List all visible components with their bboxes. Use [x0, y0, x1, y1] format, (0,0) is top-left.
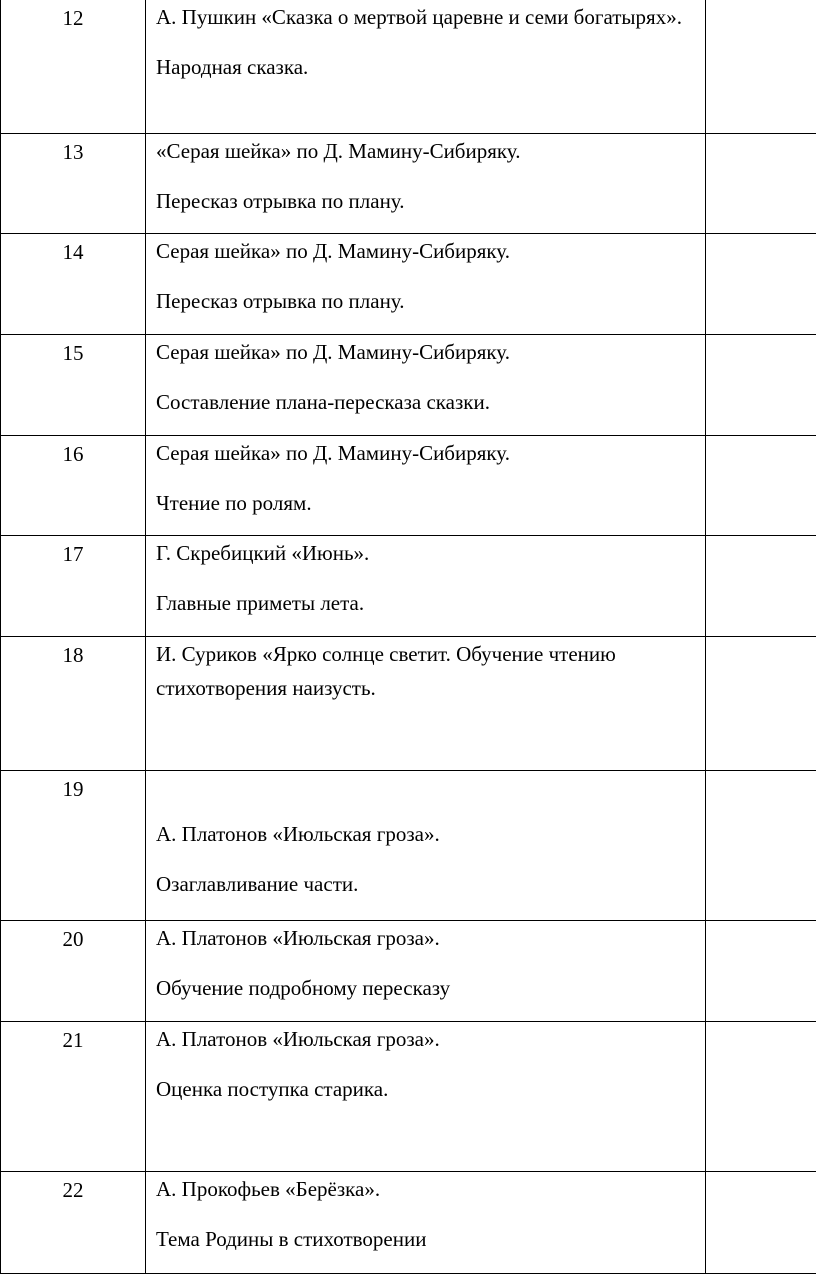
lesson-title: А. Пушкин «Сказка о мертвой царевне и семи богатырях». — [156, 5, 682, 29]
lesson-topic-cell — [146, 436, 706, 536]
table-row — [1, 1022, 816, 1172]
lesson-note: Оценка поступка старика. — [156, 1077, 389, 1101]
lesson-topic-cell — [146, 1022, 706, 1172]
lesson-note: Пересказ отрывка по плану. — [156, 189, 405, 213]
lesson-note: Чтение по ролям. — [156, 491, 312, 515]
lesson-note: Пересказ отрывка по плану. — [156, 289, 405, 313]
table-row — [1, 335, 816, 436]
lesson-topic-cell — [146, 0, 706, 134]
empty-cell — [706, 134, 816, 234]
table-row — [1, 637, 816, 771]
lesson-title: Серая шейка» по Д. Мамину-Сибиряку. — [156, 340, 510, 364]
lesson-number: 22 — [62, 1178, 84, 1202]
lesson-number: 15 — [62, 341, 84, 365]
lesson-note: Главные приметы лета. — [156, 591, 365, 615]
lesson-number-cell — [1, 921, 146, 1022]
lesson-number-cell — [1, 234, 146, 335]
lesson-note: Народная сказка. — [156, 55, 309, 79]
lesson-note: Обучение подробному пересказу — [156, 976, 451, 1000]
empty-cell — [706, 1022, 816, 1172]
empty-cell — [706, 771, 816, 921]
blank-line — [156, 771, 695, 805]
table-row — [1, 921, 816, 1022]
lesson-number-cell — [1, 536, 146, 637]
lesson-title: И. Суриков «Ярко солнце светит. Обучение чтению стихотворения наизусть. — [156, 642, 616, 700]
lesson-number: 21 — [62, 1028, 84, 1052]
lesson-number: 18 — [62, 643, 84, 667]
table-row — [1, 1172, 816, 1274]
lesson-number: 16 — [62, 442, 84, 466]
lesson-title: А. Платонов «Июльская гроза». — [156, 822, 440, 846]
lesson-number-cell — [1, 134, 146, 234]
lesson-number-cell — [1, 637, 146, 771]
empty-cell — [706, 234, 816, 335]
lesson-note: Составление плана-пересказа сказки. — [156, 390, 490, 414]
lesson-title: «Серая шейка» по Д. Мамину-Сибиряку. — [156, 139, 521, 163]
lesson-number-cell — [1, 1022, 146, 1172]
lesson-title: А. Платонов «Июльская гроза». — [156, 926, 440, 950]
lesson-number: 20 — [62, 927, 84, 951]
lesson-title: А. Прокофьев «Берёзка». — [156, 1177, 381, 1201]
lesson-topic-cell — [146, 771, 706, 921]
lesson-number-cell — [1, 335, 146, 436]
lesson-topic-cell — [146, 637, 706, 771]
table-row — [1, 536, 816, 637]
lesson-number-cell — [1, 436, 146, 536]
lesson-topic-cell — [146, 536, 706, 637]
lesson-topic-cell — [146, 1172, 706, 1274]
table-row — [1, 134, 816, 234]
empty-cell — [706, 335, 816, 436]
lesson-number: 14 — [62, 240, 84, 264]
lesson-topic-cell — [146, 921, 706, 1022]
lesson-number-cell — [1, 771, 146, 921]
empty-cell — [706, 0, 816, 134]
lesson-number: 13 — [62, 140, 84, 164]
lesson-note: Озаглавливание части. — [156, 872, 359, 896]
empty-cell — [706, 1172, 816, 1274]
empty-cell — [706, 536, 816, 637]
lesson-number: 12 — [62, 6, 84, 30]
lesson-number: 17 — [62, 542, 84, 566]
lesson-title: Г. Скребицкий «Июнь». — [156, 541, 370, 565]
empty-cell — [706, 637, 816, 771]
table-row — [1, 436, 816, 536]
lesson-title: Серая шейка» по Д. Мамину-Сибиряку. — [156, 441, 510, 465]
empty-cell — [706, 436, 816, 536]
lesson-number-cell — [1, 1172, 146, 1274]
lesson-title: Серая шейка» по Д. Мамину-Сибиряку. — [156, 239, 510, 263]
lesson-note: Тема Родины в стихотворении — [156, 1227, 427, 1251]
table-row — [1, 234, 816, 335]
table-row — [1, 0, 816, 134]
lesson-topic-cell — [146, 335, 706, 436]
table-row — [1, 771, 816, 921]
lesson-number-cell — [1, 0, 146, 134]
lesson-number: 19 — [62, 777, 84, 801]
lesson-topic-cell — [146, 134, 706, 234]
lesson-topic-cell — [146, 234, 706, 335]
empty-cell — [706, 921, 816, 1022]
lesson-title: А. Платонов «Июльская гроза». — [156, 1027, 440, 1051]
